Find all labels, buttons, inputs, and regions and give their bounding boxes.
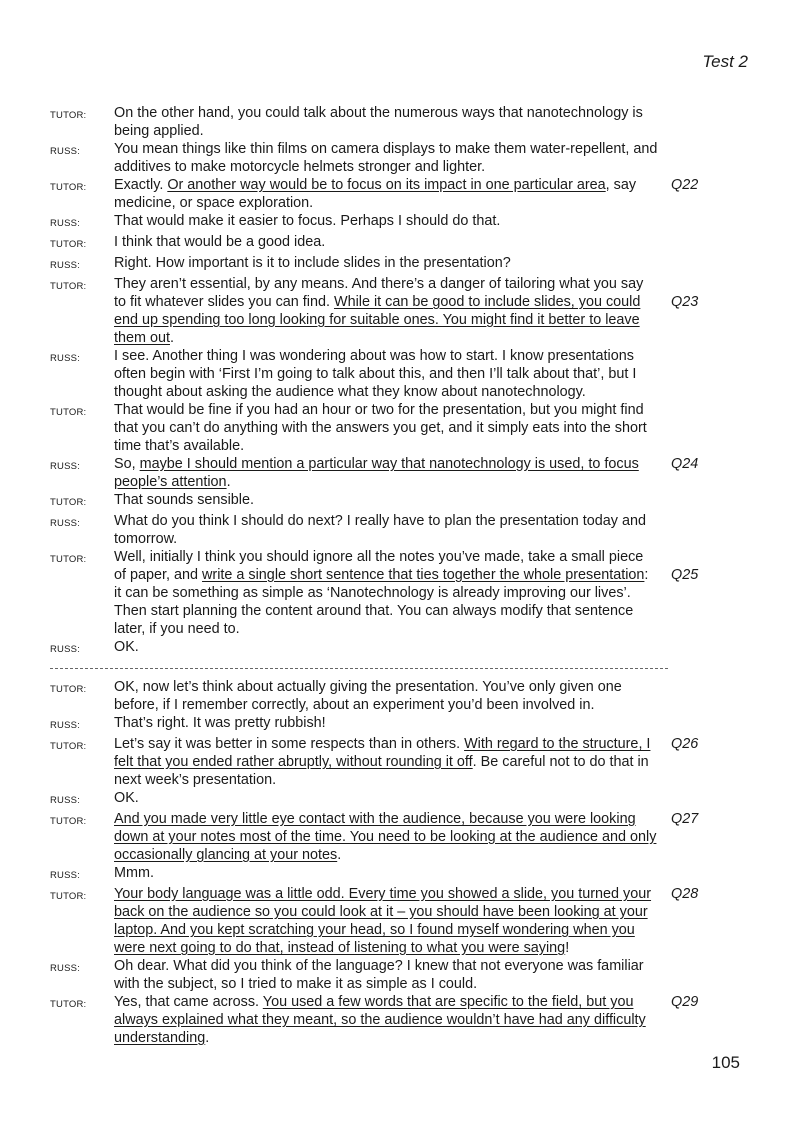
speaker-label: TUTOR: [50,554,87,565]
dialogue-line [50,638,750,659]
question-number: Q29 [671,994,699,1010]
dialogue-text [114,638,659,656]
page-header: Test 2 [702,52,748,71]
transcript [50,104,750,1047]
dialogue-line [50,957,750,993]
answer-underline-text: And you made very little eye contact with the audience, because you were looking down at your notes most of the time. You need to be looking at the audience and only occasionally glancing at your notes [114,811,657,863]
dialogue-text [114,993,659,1047]
dialogue-text [114,176,659,212]
dialogue-line [50,275,750,347]
dialogue-line [50,885,750,957]
dialogue-segment: OK. [114,790,139,806]
dialogue-line [50,176,750,212]
dialogue-text [114,512,659,548]
question-number: Q23 [671,294,699,310]
dialogue-segment: OK. [114,639,139,655]
dialogue-segment: Oh dear. What did you think of the language? I knew that not everyone was familiar with the subject, so I tried to make it as simple as I could. [114,958,644,992]
dialogue-segment: ! [565,940,570,956]
dialogue-line [50,789,750,810]
speaker-label: RUSS: [50,260,81,271]
dialogue-segment: : it can be something as simple as ‘Nanotechnology is already improving our lives’. Then start planning the content around that. You can always modify that sentence later, if you need to. [114,567,649,637]
answer-underline-text: While it can be good to include slides, you could end up spending too long looking for suitable ones. You might find it better to leave them out [114,294,641,346]
speaker-label: RUSS: [50,795,81,806]
dialogue-line [50,810,750,864]
dialogue-line [50,212,750,233]
dialogue-text [114,864,659,882]
dialogue-text [114,714,659,732]
question-number: Q28 [671,886,699,902]
dialogue-line [50,104,750,140]
dialogue-line [50,347,750,401]
dialogue-segment: That would be fine if you had an hour or two for the presentation, but you might find that you can’t do anything with the answers you get, and it simply eats into the short time that’s available. [114,402,647,454]
dialogue-segment: Let’s say it was better in some respects than in others. [114,736,465,752]
answer-underline-text: write a single short sentence that ties together the whole presentation [202,567,645,583]
dialogue-line [50,714,750,735]
dialogue-segment: They aren’t essential, by any means. And there’s a danger of tailoring what you say to fit whatever slides you can find. [114,276,644,310]
dialogue-text [114,735,659,789]
dialogue-segment: On the other hand, you could talk about the numerous ways that nanotechnology is being applied. [114,105,643,139]
dialogue-segment: Exactly. [114,177,168,193]
speaker-label: RUSS: [50,146,81,157]
dialogue-segment: . [205,1030,210,1046]
dialogue-text [114,275,659,347]
dialogue-text [114,233,659,251]
page-number: 105 [711,1053,740,1072]
dialogue-segment: That sounds sensible. [114,492,254,508]
dialogue-segment: I see. Another thing I was wondering about was how to start. I know presentations often begin with ‘First I’m going to talk about this, and then I’ll talk about that’, but I thought about asking the audience what they know about nanotechnology. [114,348,637,400]
speaker-label: RUSS: [50,644,81,655]
dialogue-line [50,233,750,254]
question-number: Q24 [671,456,699,472]
dialogue-segment: Well, initially I think you should ignore all the notes you’ve made, take a small piece of paper, and [114,549,644,583]
dialogue-text [114,254,659,272]
dialogue-text [114,491,659,509]
answer-underline-text: maybe I should mention a particular way that nanotechnology is used, to focus people’s attention [114,456,639,490]
question-number: Q27 [671,811,699,827]
question-number: Q25 [671,567,699,583]
dialogue-segment: OK, now let’s think about actually giving the presentation. You’ve only given one before, if I remember correctly, about an experiment you’d been involved in. [114,679,622,713]
transcript-section [50,678,750,1047]
dialogue-text [114,548,659,638]
dialogue-segment: . [226,474,231,490]
dialogue-segment: . [337,847,342,863]
dialogue-text [114,455,659,491]
dialogue-segment: So, [114,456,140,472]
speaker-label: RUSS: [50,353,81,364]
speaker-label: TUTOR: [50,816,87,827]
speaker-label: TUTOR: [50,110,87,121]
speaker-label: TUTOR: [50,741,87,752]
dialogue-line [50,491,750,512]
answer-underline-text: Or another way would be to focus on its impact in one particular area [167,177,606,193]
dialogue-line [50,140,750,176]
dialogue-text [114,885,659,957]
dialogue-line [50,455,750,491]
speaker-label: TUTOR: [50,684,87,695]
dialogue-text [114,810,659,864]
dialogue-segment: , say medicine, or space exploration. [114,177,637,211]
dialogue-segment: What do you think I should do next? I really have to plan the presentation today and tomorrow. [114,513,647,547]
speaker-label: RUSS: [50,963,81,974]
dialogue-text [114,140,659,176]
dialogue-segment: Mmm. [114,865,154,881]
speaker-label: TUTOR: [50,891,87,902]
speaker-label: TUTOR: [50,239,87,250]
speaker-label: TUTOR: [50,999,87,1010]
dialogue-segment: . [170,330,174,346]
question-number: Q26 [671,736,699,752]
answer-underline-text: Your body language was a little odd. Every time you showed a slide, you turned your back on the audience so you could look at it – you should have been looking at your laptop. And you kept scratching your head, so I found myself wondering when you were next going to do that, instead of listening to what you were saying [114,886,652,956]
dialogue-segment: You mean things like thin films on camera displays to make them water-repellent, and additives to make motorcycle helmets stronger and lighter. [114,141,658,175]
speaker-label: RUSS: [50,461,81,472]
dialogue-text [114,212,659,230]
dialogue-line [50,993,750,1047]
dialogue-segment: Right. How important is it to include slides in the presentation? [114,255,511,271]
dialogue-segment: I think that would be a good idea. [114,234,326,250]
dialogue-line [50,512,750,548]
dialogue-segment: That would make it easier to focus. Perhaps I should do that. [114,213,501,229]
speaker-label: TUTOR: [50,407,87,418]
speaker-label: RUSS: [50,218,81,229]
dialogue-line [50,401,750,455]
dialogue-text [114,957,659,993]
dialogue-text [114,104,659,140]
dialogue-segment: Yes, that came across. [114,994,263,1010]
dialogue-line [50,548,750,638]
speaker-label: TUTOR: [50,182,87,193]
dialogue-text [114,347,659,401]
dialogue-segment: That’s right. It was pretty rubbish! [114,715,326,731]
answer-underline-text: With regard to the structure, I felt that you ended rather abruptly, without rounding it off [114,736,651,770]
speaker-label: RUSS: [50,518,81,529]
dialogue-line [50,864,750,885]
speaker-label: TUTOR: [50,497,87,508]
section-divider [50,668,668,669]
dialogue-text [114,789,659,807]
dialogue-text [114,678,659,714]
speaker-label: RUSS: [50,720,81,731]
speaker-label: RUSS: [50,870,81,881]
dialogue-line [50,678,750,714]
dialogue-segment: . Be careful not to do that in next week’s presentation. [114,754,649,788]
dialogue-line [50,735,750,789]
transcript-section [50,104,750,659]
question-number: Q22 [671,177,699,193]
dialogue-text [114,401,659,455]
speaker-label: TUTOR: [50,281,87,292]
dialogue-line [50,254,750,275]
answer-underline-text: You used a few words that are specific to the field, but you always explained what they meant, so the audience wouldn’t have had any difficulty understanding [114,994,646,1046]
